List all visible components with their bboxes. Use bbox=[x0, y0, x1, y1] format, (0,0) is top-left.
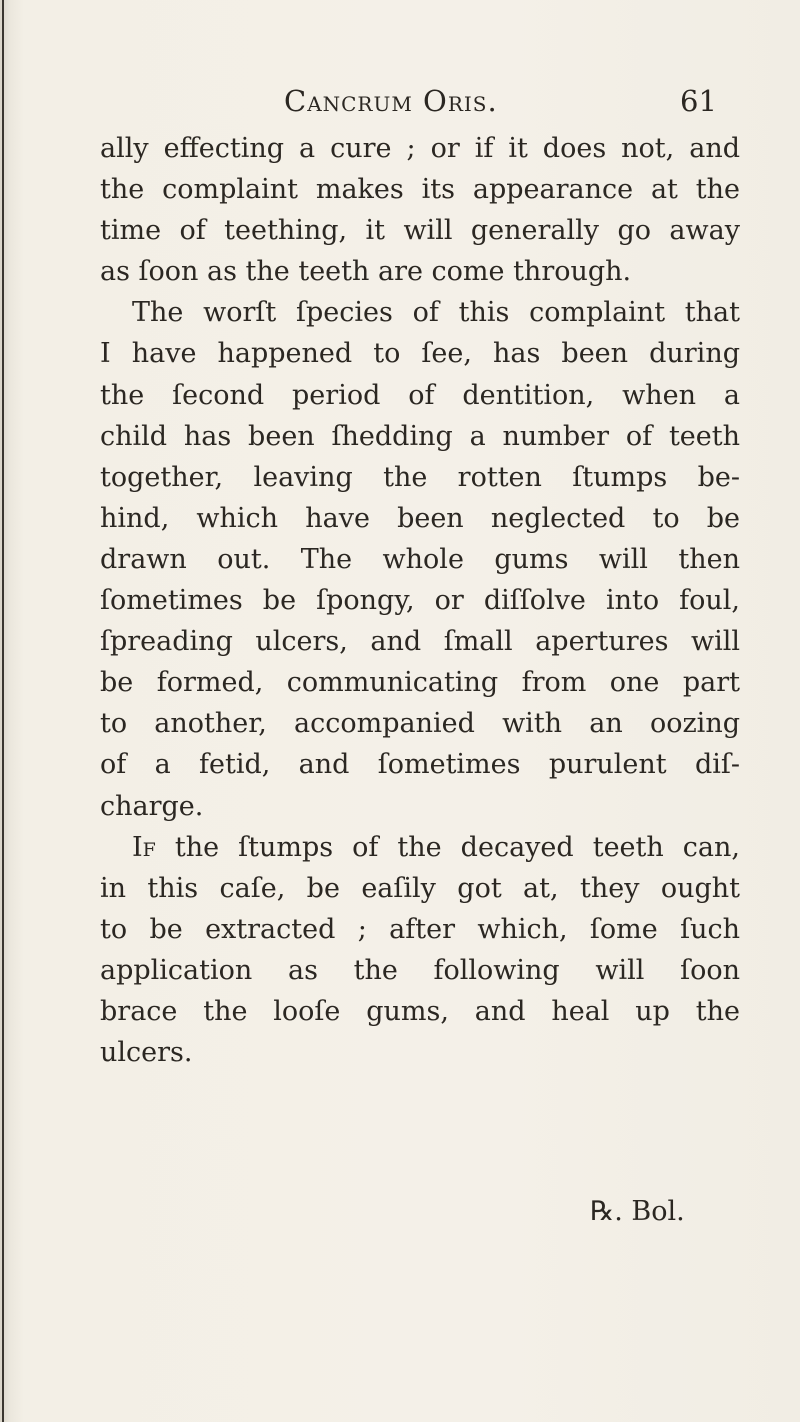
text-line: application as the following will ſoon bbox=[100, 954, 740, 986]
body-text bbox=[100, 128, 740, 1073]
text-line: to another, accompanied with an oozing bbox=[100, 708, 740, 740]
gutter-edge bbox=[2, 0, 4, 1422]
page-header bbox=[0, 78, 800, 128]
text-line: be formed, communicating from one part bbox=[100, 667, 740, 699]
text-line: together, leaving the rotten ſtumps be- bbox=[100, 461, 740, 493]
text-line: in this caſe, be eaſily got at, they ought bbox=[100, 872, 740, 904]
text-line: ally effecting a cure ; or if it does not, and bbox=[100, 133, 740, 164]
text-line: brace the looſe gums, and heal up the bbox=[100, 995, 740, 1027]
text-line: charge. bbox=[100, 790, 204, 822]
text-line: child has been ſhedding a number of teeth bbox=[100, 420, 740, 452]
page-number: 61 bbox=[680, 84, 717, 118]
drop-word: If bbox=[132, 831, 156, 863]
text-line: ſometimes be ſpongy, or diſſolve into foul, bbox=[100, 585, 740, 617]
text-line: the complaint makes its appearance at the bbox=[100, 174, 740, 206]
text-line: of a fetid, and ſometimes purulent diſ- bbox=[100, 749, 740, 781]
text-line: as ſoon as the teeth are come through. bbox=[100, 256, 632, 288]
running-head: Cancrum Oris. bbox=[284, 84, 498, 118]
text-line: time of teething, it will generally go away bbox=[100, 215, 740, 247]
text-line-rest: the ſtumps of the decayed teeth can, bbox=[155, 831, 740, 863]
text-line: The worſt ſpecies of this complaint that bbox=[132, 297, 740, 329]
text-line: I have happened to ſee, has been during bbox=[100, 338, 740, 370]
text-line: ſpreading ulcers, and ſmall apertures will bbox=[100, 626, 740, 658]
text-line bbox=[100, 827, 740, 868]
text-line: the ſecond period of dentition, when a bbox=[100, 379, 740, 411]
text-line: ulcers. bbox=[100, 1037, 193, 1069]
recipe-heading: ℞. Bol. bbox=[590, 1196, 685, 1227]
text-line: to be extracted ; after which, ſome ſuch bbox=[100, 913, 740, 945]
text-line: drawn out. The whole gums will then bbox=[100, 543, 740, 575]
text-line: hind, which have been neglected to be bbox=[100, 502, 740, 534]
